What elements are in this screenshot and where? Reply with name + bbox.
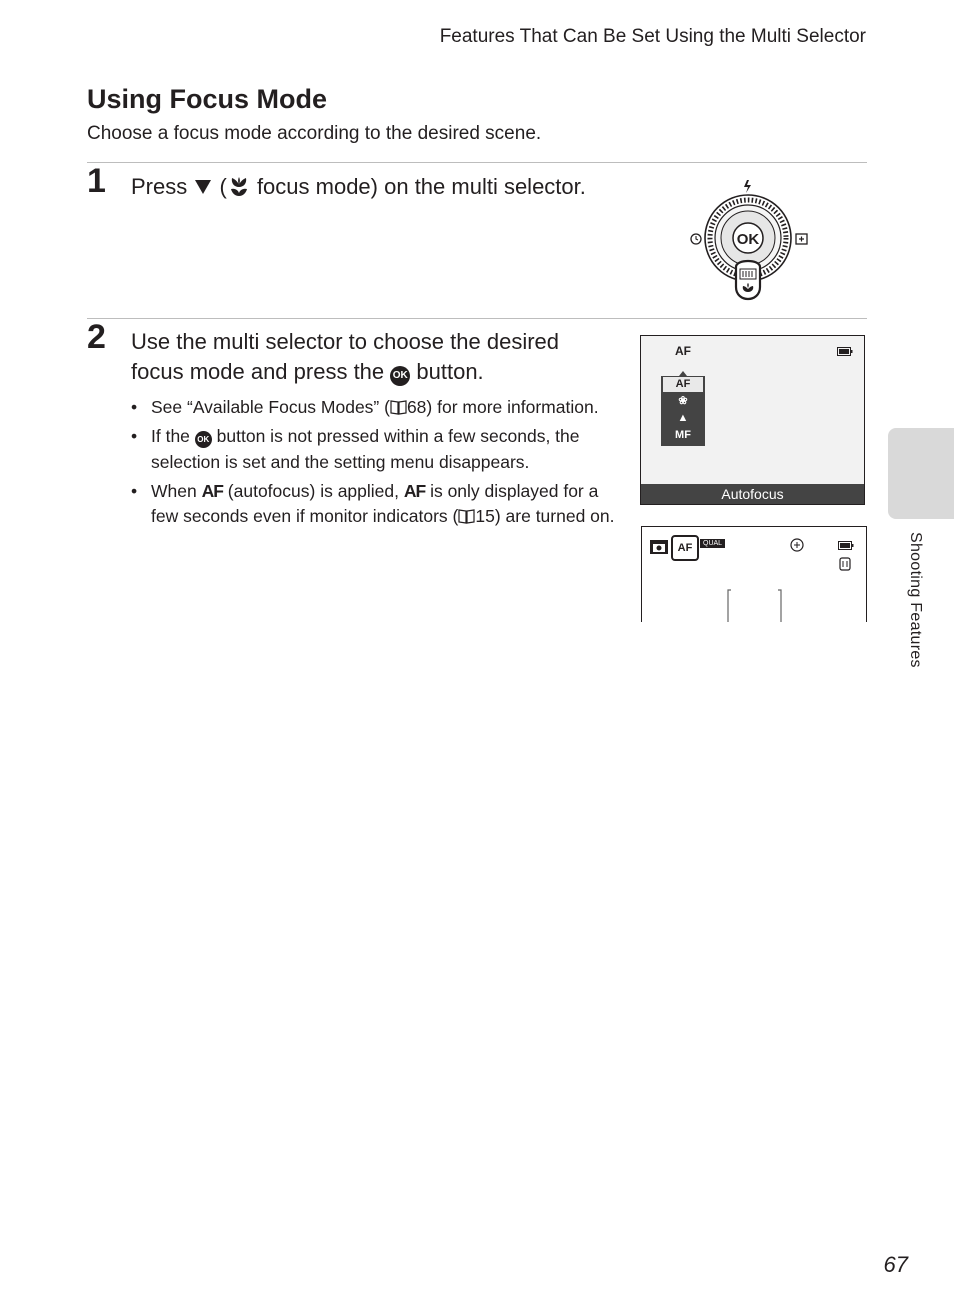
section-title: Using Focus Mode xyxy=(87,84,328,114)
running-header: Features That Can Be Set Using the Multi Selector xyxy=(439,26,866,47)
bullet-1-text-after: ) for more information. xyxy=(426,397,599,417)
bullet-3-text-before: When xyxy=(151,480,197,501)
dial-ok-label: OK xyxy=(736,231,760,248)
dial-ok-button xyxy=(733,223,763,253)
bullet-2-text-before: If the xyxy=(151,426,190,446)
shooting-display-screen xyxy=(641,526,867,622)
page-number: 67 xyxy=(883,1252,908,1277)
step-1-text-before: Press xyxy=(131,174,188,199)
battery-icon xyxy=(838,541,854,550)
focus-mode-menu-screen xyxy=(640,335,865,505)
focus-mode-caption: Autofocus xyxy=(641,484,864,504)
bullet-1-text-before: See “Available Focus Modes” ( xyxy=(151,397,390,417)
flash-icon xyxy=(744,180,751,193)
self-timer-icon xyxy=(691,234,701,244)
focus-mode-list xyxy=(661,376,705,446)
bullet-ok-timeout xyxy=(131,424,621,475)
book-reference-icon xyxy=(458,508,475,524)
step-2-line-2-before: focus mode and press the xyxy=(131,359,385,384)
image-quality-icon: QUAL xyxy=(700,539,725,548)
af-mode-icon: AF xyxy=(201,480,223,501)
vibration-reduction-icon xyxy=(790,538,804,552)
step-2-bullet-list xyxy=(131,395,621,533)
chapter-tab xyxy=(888,428,954,519)
step-2-number: 2 xyxy=(87,318,106,356)
memory-card-icon xyxy=(838,557,852,571)
step-1-text-middle: ( xyxy=(213,174,227,199)
focus-option-infinity: ▲ xyxy=(677,412,689,424)
bullet-autofocus-display xyxy=(131,479,621,530)
bullet-3-page-ref: 15 xyxy=(475,506,495,526)
step-2-line-1: Use the multi selector to choose the desired xyxy=(131,329,560,354)
down-triangle-icon xyxy=(193,177,213,197)
camera-mode-icon xyxy=(650,540,668,554)
exposure-compensation-icon xyxy=(796,234,807,244)
multi-selector-diagram xyxy=(684,175,814,305)
divider-middle xyxy=(87,318,867,319)
section-intro: Choose a focus mode according to the desired scene. xyxy=(87,123,542,144)
step-2-line-2-after: button. xyxy=(410,359,484,384)
focus-option-macro: ❀ xyxy=(678,395,688,407)
focus-area-brackets-icon xyxy=(726,589,784,622)
battery-icon xyxy=(837,347,853,356)
step-2-text xyxy=(131,327,621,387)
focus-option-manual: MF xyxy=(675,429,691,441)
step-1-text-after: focus mode) on the multi selector. xyxy=(250,174,586,199)
step-2-line-2 xyxy=(131,357,621,387)
bullet-3-text-after: is only displayed for a few seconds even if monitor indicators ( xyxy=(151,480,599,526)
divider-top xyxy=(87,162,867,163)
bullet-2-text-after: button is not pressed within a few seconds, the selection is set and the setting menu disappears. xyxy=(151,426,580,472)
dial-down-pressed-icon xyxy=(736,261,760,299)
step-1-number: 1 xyxy=(87,162,106,200)
chapter-tab-label: Shooting Features xyxy=(907,532,924,668)
af-mode-icon: AF xyxy=(403,480,426,501)
ok-button-icon: OK xyxy=(390,366,410,386)
book-reference-icon xyxy=(390,399,407,415)
bullet-3-text-mid: (autofocus) is applied, xyxy=(222,480,399,501)
ok-button-icon: OK xyxy=(195,431,212,448)
step-1-text xyxy=(131,172,586,202)
focus-option-autofocus: AF xyxy=(663,377,703,392)
af-mode-icon: AF xyxy=(671,535,699,561)
bullet-available-modes xyxy=(131,395,621,421)
macro-flower-icon xyxy=(227,175,251,197)
bullet-3-text-end: ) are turned on. xyxy=(494,506,615,526)
af-mode-icon: AF xyxy=(675,344,691,358)
bullet-1-page-ref: 68 xyxy=(406,397,427,417)
